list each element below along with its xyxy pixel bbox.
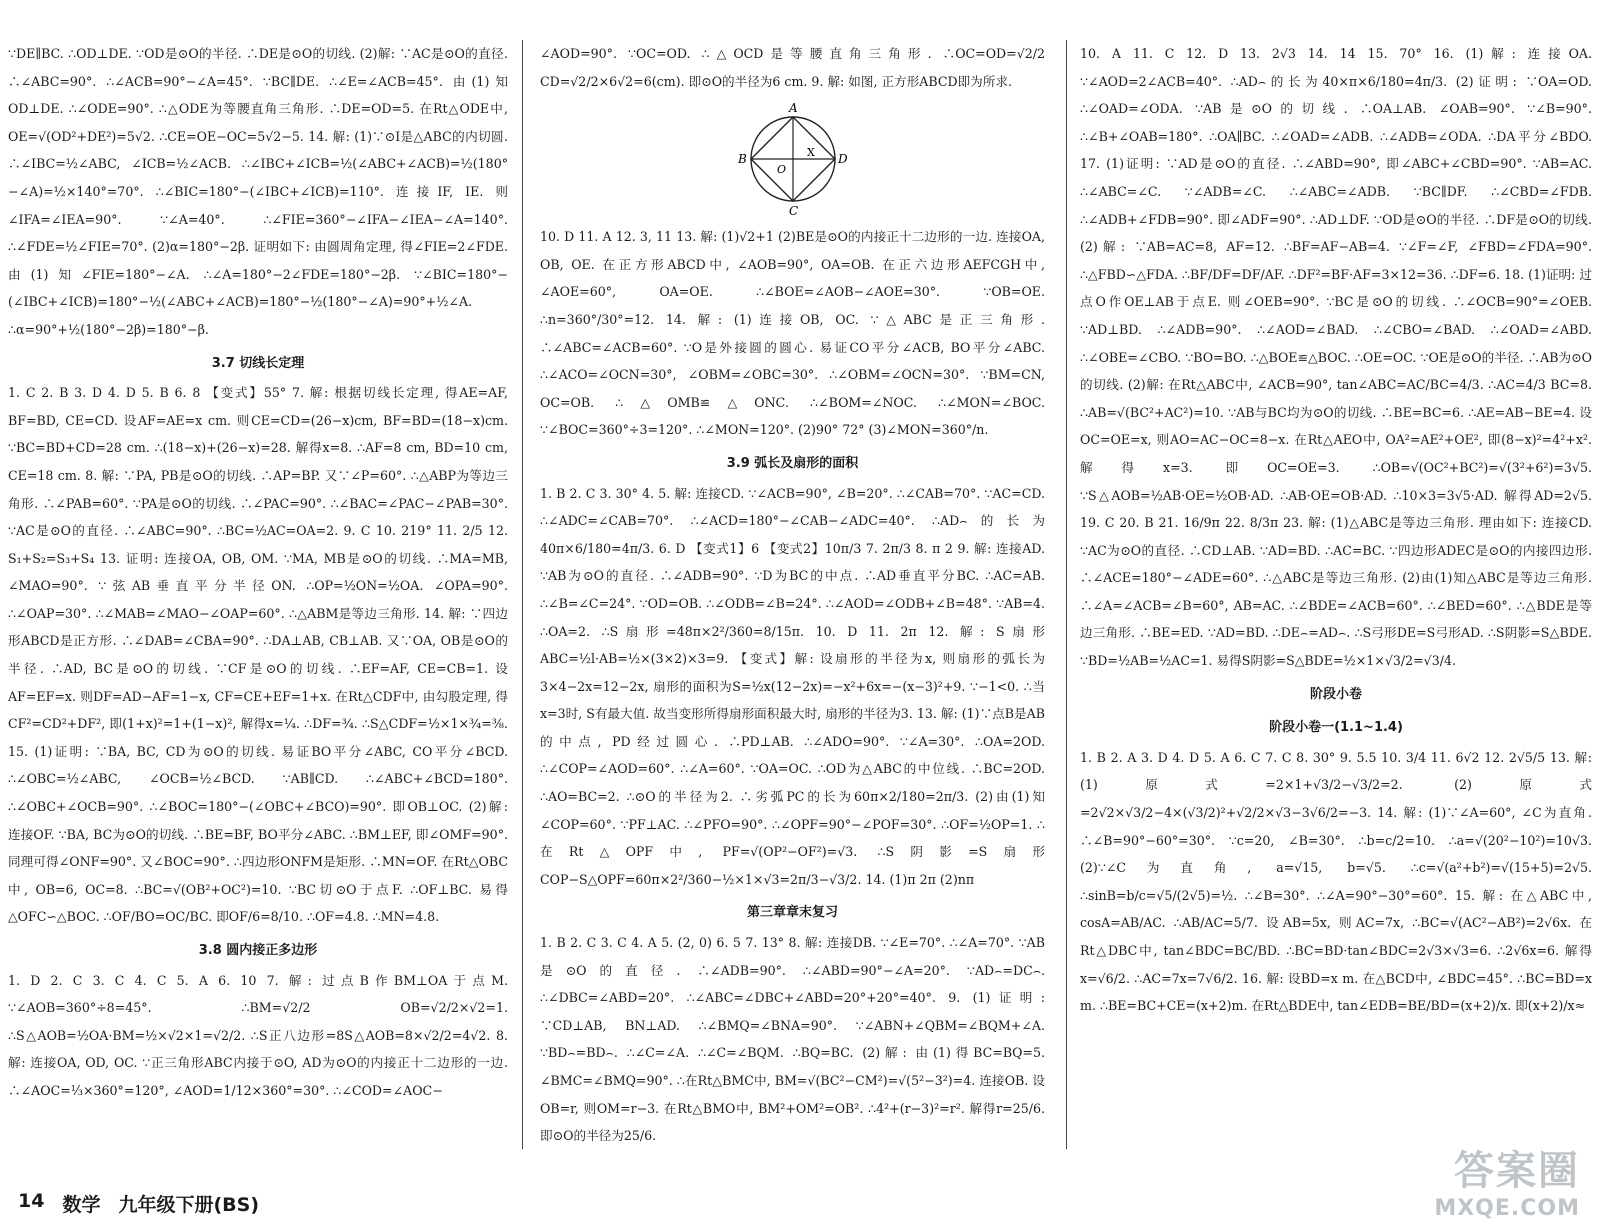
answer-text: ∠AOD=90°. ∵OC=OD. ∴△OCD是等腰直角三角形. ∴OC=OD=√2/2 CD=√2/2×6√2=6(cm). 即⊙O的半径为6 cm. 9. 解: 如图, 正方形ABCD即为所求. [540, 46, 1045, 89]
section-heading: 阶段小卷 [1309, 686, 1362, 702]
answer-text: ∵DE∥BC. ∴OD⊥DE. ∵OD是⊙O的半径. ∴DE是⊙O的切线. (2)解: ∵AC是⊙O的直径. ∴∠ABC=90°. ∴∠ACB=90°−∠A=45°. ∵BC∥DE. ∴∠E=∠ACB=45°. 由(1)知OD⊥DE. ∴∠ODE=90°. ∴△ODE为等腰直角三角形. ∴DE=OD=5. 在Rt△ODE中, OE=√(OD²+DE²)=5√2. ∴CE=OE−OC=5√2−5. 14. 解: (1)∵⊙I是△ABC的内切圆. ∴∠IBC=½∠ABC, ∠ICB=½∠ACB. ∴∠IBC+∠ICB=½(∠ABC+∠ACB)=½(180°−∠A)=½×140°=70°. ∴∠BIC=180°−(∠IBC+∠ICB)=110°. 连接IF, IE. 则∠IFA=∠IEA=90°. ∵∠A=40°. ∴∠FIE=360°−∠IFA−∠IEA−∠A=140°. ∴∠FDE=½∠FIE=70°. (2)α=180°−2β. 证明如下: 由圆周角定理, 得∠FIE=2∠FDE. 由(1)知∠FIE=180°−∠A. ∴∠A=180°−2∠FDE=180°−2β. ∵∠BIC=180°−(∠IBC+∠ICB)=180°−½(∠ABC+∠ACB)=180°−½(180°−∠A)=90°+½∠A. ∴α=90°+½(180°−2β)=180°−β. [8, 46, 508, 337]
column-divider [522, 40, 523, 1149]
subject-label: 数学 [62, 1194, 101, 1216]
answer-text: 1. B 2. C 3. C 4. A 5. (2, 0) 6. 5 7. 13° 8. 解: 连接DB. ∵∠E=70°. ∴∠A=70°. ∵AB是⊙O的直径. ∴∠ADB=90°. ∴∠ABD=90°−∠A=20°. ∵AD⌢=DC⌢. ∴∠DBC=∠ABD=20°. ∴∠ABC=∠DBC+∠ABD=20°+20°=40°. 9. (1)证明: ∵CD⊥AB, BN⊥AD. ∴∠BMQ=∠BNA=90°. ∵∠ABN+∠QBM=∠BQM+∠A. ∵BD⌢=BD⌢. ∴∠C=∠A. ∴∠C=∠BQM. ∴BQ=BC. (2)解: 由(1)得BC=BQ=5. ∠BMC=∠BMQ=90°. ∴在Rt△BMC中, BM=√(BC²−CM²)=√(5²−3²)=4. 连接OB. 设OB=r, 则OM=r−3. 在Rt△BMO中, BM²+OM²=OB². ∴4²+(r−3)²=r². 解得r=25/6. 即⊙O的半径为25/6. [540, 935, 1045, 1144]
label-a: A [788, 101, 798, 116]
section-heading: 3.7 切线长定理 [211, 355, 305, 371]
grade-label: 九年级下册(BS) [118, 1194, 260, 1216]
answer-column-right [1080, 40, 1592, 1159]
label-c: C [788, 204, 798, 219]
answer-text: 1. C 2. B 3. D 4. D 5. B 6. 8 【变式】55° 7. 解: 根据切线长定理, 得AE=AF, BF=BD, CE=CD. 设AF=AE=x cm. 则CE=CD=(26−x)cm, BF=BD=(18−x)cm. ∵BC=BD+CD=28 cm. ∴(18−x)+(26−x)=28. 解得x=8. ∴AF=8 cm, BD=10 cm, CE=18 cm. 8. 解: ∵PA, PB是⊙O的切线. ∴AP=BP. 又∵∠P=60°. ∴△ABP为等边三角形. ∴∠PAB=60°. ∵PA是⊙O的切线. ∴∠PAC=90°. ∴∠BAC=∠PAC−∠PAB=30°. ∵AC是⊙O的直径. ∴∠ABC=90°. ∴BC=½AC=OA=2. 9. C 10. 219° 11. 2/5 12. S₁+S₂=S₃+S₄ 13. 证明: 连接OA, OB, OM. ∵MA, MB是⊙O的切线. ∴MA=MB, ∠MAO=90°. ∵弦AB垂直平分半径ON. ∴OP=½ON=½OA. ∠OPA=90°. ∴∠OAP=30°. ∴∠MAB=∠MAO−∠OAP=60°. ∴△ABM是等边三角形. 14. 解: ∵四边形ABCD是正方形. ∴∠DAB=∠CBA=90°. ∴DA⊥AB, CB⊥AB. 又∵OA, OB是⊙O的半径. ∴AD, BC是⊙O的切线. ∵CF是⊙O的切线. ∴EF=AF, CE=CB=1. 设AF=EF=x. 则DF=AD−AF=1−x, CF=CE+EF=1+x. 在Rt△CDF中, 由勾股定理, 得CF²=CD²+DF², 即(1+x)²=1+(1−x)², 解得x=¼. ∴DF=¾. ∴S△CDF=½×1×¾=⅜. 15. (1)证明: ∵BA, BC, CD为⊙O的切线. 易证BO平分∠ABC, CO平分∠BCD. ∴∠OBC=½∠ABC, ∠OCB=½∠BCD. ∵AB∥CD. ∴∠ABC+∠BCD=180°. ∴∠OBC+∠OCB=90°. ∴∠BOC=180°−(∠OBC+∠BCO)=90°. 即OB⊥OC. (2)解: 连接OF. ∵BA, BC为⊙O的切线. ∴BE=BF, BO平分∠ABC. ∴BM⊥EF, 即∠OMF=90°. 同理可得∠ONF=90°. 又∠BOC=90°. ∴四边形ONFM是矩形. ∴MN=OF. 在Rt△OBC中, OB=6, OC=8. ∴BC=√(OB²+OC²)=10. ∵BC切⊙O于点F. ∴OF⊥BC. 易得△OFC∽△BOC. ∴OF/BO=OC/BC. 即OF/6=8/10. ∴OF=4.8. ∴MN=4.8. [8, 385, 508, 925]
answer-column-middle [540, 40, 1045, 1159]
watermark-logo-text: 答案圈 [1454, 1148, 1580, 1194]
label-d: D [837, 152, 848, 167]
watermark-url: MXQE.COM [1434, 1196, 1580, 1221]
answer-text: 1. D 2. C 3. C 4. C 5. A 6. 10 7. 解: 过点B作BM⊥OA于点M. ∵∠AOB=360°÷8=45°. ∴BM=√2/2 OB=√2/2×√2=1. ∴S△AOB=½OA·BM=½×√2×1=√2/2. ∴S正八边形=8S△AOB=8×√2/2=4√2. 8. 解: 连接OA, OD, OC. ∵正三角形ABC内接于⊙O, AD为⊙O的内接正十二边形的一边. ∴∠AOC=⅓×360°=120°, ∠AOD=1/12×360°=30°. ∴∠COD=∠AOC− [8, 972, 508, 1098]
answer-text: 1. B 2. A 3. D 4. D 5. A 6. C 7. C 8. 30° 9. 5.5 10. 3/4 11. 6√2 12. 2√5/5 13. 解: (1)原式=2×1+√3/2−√3/2=2. (2)原式=2√2×√3/2−4×(√3/2)²+√2/2×√3−3√6/2=−3. 14. 解: (1)∵∠A=60°, ∠C为直角. ∴∠B=90°−60°=30°. ∵c=20, ∠B=30°. ∴b=c/2=10. ∴a=√(20²−10²)=10√3. (2)∵∠C为直角, a=√15, b=√5. ∴c=√(a²+b²)=√(15+5)=2√5. ∴sinB=b/c=√5/(2√5)=½. ∴∠B=30°. ∴∠A=90°−30°=60°. 15. 解: 在△ABC中, cosA=AB/AC. ∴AB/AC=5/7. 设AB=5x, 则AC=7x, ∴BC=√(AC²−AB²)=2√6x. 在Rt△DBC中, tan∠BDC=BC/BD. ∴BC=BD·tan∠BDC=2√3×√3=6. ∴2√6x=6. 解得x=√6/2. ∴AC=7x=7√6/2. 16. 解: 设BD=x m. 在△BCD中, ∠BDC=45°. ∴BC=BD=x m. ∴BE=BC+CE=(x+2)m. 在Rt△BDE中, tan∠EDB=BE/BD=(x+2)/x. 即(x+2)/x≈ [1080, 749, 1592, 1014]
answer-text: 1. B 2. C 3. 30° 4. 5. 解: 连接CD. ∵∠ACB=90°, ∠B=20°. ∴∠CAB=70°. ∵AC=CD. ∴∠ADC=∠CAB=70°. ∴∠ACD=180°−∠CAB−∠ADC=40°. ∴AD⌢的长为40π×6/180=4π/3. 6. D 【变式1】6 【变式2】10π/3 7. 2π/3 8. π 2 9. 解: 连接AD. ∵AB为⊙O的直径. ∴∠ADB=90°. ∵D为BC的中点. ∴AD垂直平分BC. ∴AC=AB. ∴∠B=∠C=24°. ∵OD=OB. ∴∠ODB=∠B=24°. ∴∠AOD=∠ODB+∠B=48°. ∵AB=4. ∴OA=2. ∴S扇形=48π×2²/360=8/15π. 10. D 11. 2π 12. 解: S扇形ABC=½l·AB=½×(3×2)×3=9. 【变式】解: 设扇形的半径为x, 则扇形的弧长为3×4−2x=12−2x, 扇形的面积为S=½x(12−2x)=−x²+6x=−(x−3)²+9. ∵−1<0. ∴当x=3时, S有最大值. 故当变形所得扇形面积最大时, 扇形的半径为3. 13. 解: (1)∵点B是AB的中点, PD经过圆心. ∴PD⊥AB. ∴∠ADO=90°. ∵∠A=30°. ∴OA=2OD. ∴∠COP=∠AOD=60°. ∴∠A=60°. ∵OA=OC. ∴OD为△ABC的中位线. ∴BC=2OD. ∴AO=BC=2. ∴⊙O的半径为2. ∴劣弧PC的长为60π×2/180=2π/3. (2)由(1)知∠COP=60°. ∵PF⊥AC. ∴∠PFO=90°. ∴∠OPF=90°−∠POF=30°. ∴OF=½OP=1. ∴在Rt△OPF中, PF=√(OP²−OF²)=√3. ∴S阴影=S扇形COP−S△OPF=60π×2²/360−½×1×√3=2π/3−√3/2. 14. (1)π 2π (2)nπ [540, 485, 1045, 887]
column-divider [1066, 40, 1067, 1149]
label-mark: X [806, 146, 815, 160]
answer-text: 10. D 11. A 12. 3, 11 13. 解: (1)√2+1 (2)BE是⊙O的内接正十二边形的一边. 连接OA, OB, OE. 在正方形ABCD中, ∠AOB=90°, OA=OB. 在正六边形AEFCGH中, ∠AOE=60°, OA=OE. ∴∠BOE=∠AOB−∠AOE=30°. ∵OB=OE. ∴n=360°/30°=12. 14. 解: (1)连接OB, OC. ∵△ABC是正三角形. ∴∠ABC=∠ACB=60°. ∵O是外接圆的圆心. 易证CO平分∠ACB, BO平分∠ABC. ∴∠ACO=∠OCN=30°, ∠OBM=∠OBC=30°. ∴∠OBM=∠OCN=30°. ∵BM=CN, OC=OB. ∴△OMB≌△ONC. ∴∠BOM=∠NOC. ∴∠MON=∠BOC. ∵∠BOC=360°÷3=120°. ∴∠MON=120°. (2)90° 72° (3)∠MON=360°/n. [540, 229, 1045, 438]
site-watermark [1434, 1139, 1580, 1221]
section-heading: 第三章章末复习 [746, 905, 838, 921]
label-b: B [737, 152, 747, 167]
page-footer [18, 1190, 259, 1217]
section-heading: 3.8 圆内接正多边形 [198, 943, 318, 958]
section-heading: 3.9 弧长及扇形的面积 [726, 455, 859, 471]
answer-text: 10. A 11. C 12. D 13. 2√3 14. 14 15. 70° 16. (1)解: 连接OA. ∵∠AOD=2∠ACB=40°. ∴AD⌢的长为40×π×6/180=4π/3. (2)证明: ∵OA=OD. ∴∠OAD=∠ODA. ∵AB是⊙O的切线. ∴OA⊥AB. ∠OAB=90°. ∵∠B=90°. ∴∠B+∠OAB=180°. ∴OA∥BC. ∴∠OAD=∠ADB. ∴∠ADB=∠ODA. ∴DA平分∠BDO. 17. (1)证明: ∵AD是⊙O的直径. ∴∠ABD=90°, 即∠ABC+∠CBD=90°. ∵AB=AC. ∴∠ABC=∠C. ∵∠ADB=∠C. ∴∠ABC=∠ADB. ∵BC∥DF. ∴∠CBD=∠FDB. ∴∠ADB+∠FDB=90°. 即∠ADF=90°. ∴AD⊥DF. ∵OD是⊙O的半径. ∴DF是⊙O的切线. (2)解: ∵AB=AC=8, AF=12. ∴BF=AF−AB=4. ∵∠F=∠F, ∠FBD=∠FDA=90°. ∴△FBD∽△FDA. ∴BF/DF=DF/AF. ∴DF²=BF·AF=3×12=36. ∴DF=6. 18. (1)证明: 过点O作OE⊥AB于点E. 则∠OEB=90°. ∵BC是⊙O的切线. ∴∠OCB=90°=∠OEB. ∵AD⊥BD. ∴∠ADB=90°. ∴∠AOD=∠BAD. ∴∠CBO=∠BAD. ∴∠OAD=∠ABD. ∴∠OBE=∠CBO. ∵BO=BO. ∴△BOE≌△BOC. ∴OE=OC. ∵OE是⊙O的半径. ∴AB为⊙O的切线. (2)解: 在Rt△ABC中, ∠ACB=90°, tan∠ABC=AC/BC=4/3. ∴AC=4/3 BC=8. ∴AB=√(BC²+AC²)=10. ∵AB与BC均为⊙O的切线. ∴BE=BC=6. ∴AE=AB−BE=4. 设OC=OE=x, 则AO=AC−OC=8−x. 在Rt△AEO中, OA²=AE²+OE², 即(8−x)²=4²+x². 解得x=3. 即OC=OE=3. ∴OB=√(OC²+BC²)=√(3²+6²)=3√5. ∵S△AOB=½AB·OE=½OB·AD. ∴AB·OE=OB·AD. ∴10×3=3√5·AD. 解得AD=2√5. 19. C 20. B 21. 16/9π 22. 8/3π 23. 解: (1)△ABC是等边三角形. 理由如下: 连接CD. ∵AC为⊙O的直径. ∴CD⊥AB. ∵AD=BD. ∴AC=BC. ∵四边形ADEC是⊙O的内接四边形. ∴∠ACE=180°−∠ADE=60°. ∴△ABC是等边三角形. (2)由(1)知△ABC是等边三角形. ∴∠A=∠ACB=∠B=60°, AB=AC. ∴∠BDE=∠ACB=60°. ∴∠BED=60°. ∴△BDE是等边三角形. ∴BE=ED. ∵AD=BD. ∴DE⌢=AD⌢. ∴S弓形DE=S弓形AD. ∴S阴影=S△BDE. ∵BD=½AB=½AC=1. 易得S阴影=S△BDE=½×1×√3/2=√3/4. [1080, 46, 1592, 669]
page-number: 14 [18, 1190, 45, 1212]
label-o: O [776, 163, 786, 177]
answer-column-left [8, 40, 508, 1159]
circle-square-diagram [733, 99, 853, 219]
section-subheading: 阶段小卷一(1.1~1.4) [1269, 720, 1403, 736]
square-in-circle-figure [540, 99, 1045, 219]
